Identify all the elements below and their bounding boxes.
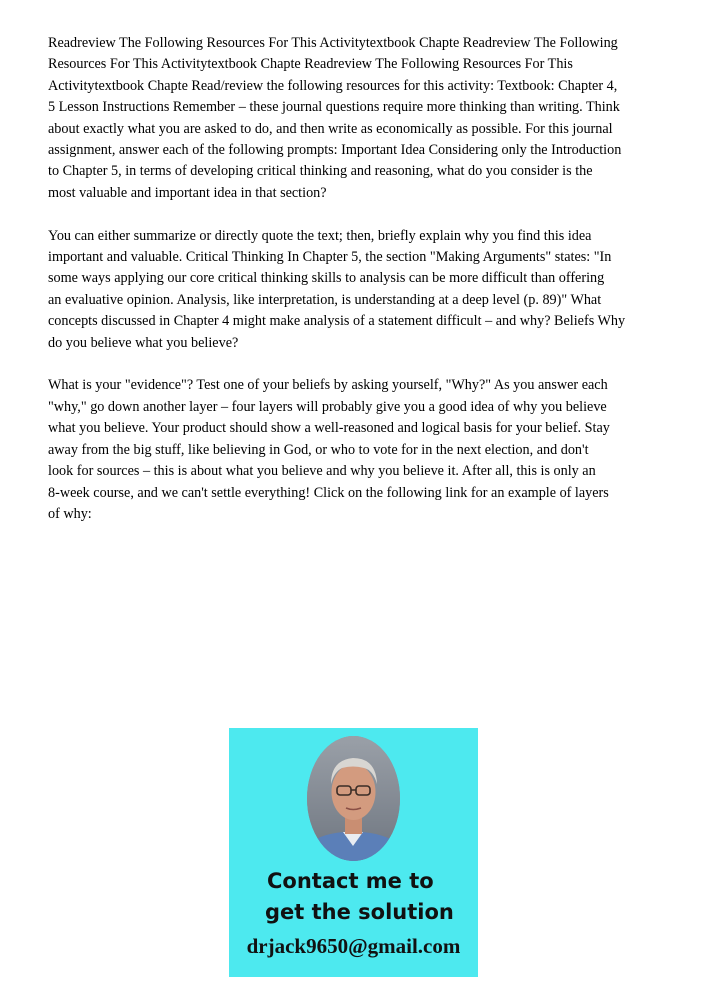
contact-advert-image[interactable] <box>229 728 478 977</box>
contact-line-2: get the solution <box>265 900 454 924</box>
paragraph-3: What is your "evidence"? Test one of your beliefs by asking yourself, "Why?" As you answer each "why," go down another layer – four layers will probably give you a good idea of why you believe what you believe. Your product should show a well-reasoned and logical basis for your belief. Stay away from the big stuff, like believing in God, or who to vote for in the next election, and don't look for sources – this is about what you believe and why you believe it. After all, this is only an 8-week course, and we can't settle everything! Click on the following link for an example of layers of why: <box>48 377 610 522</box>
contact-line-1: Contact me to <box>267 869 434 893</box>
paragraph-2: You can either summarize or directly quote the text; then, briefly explain why you find this idea important and valuable. Critical Thinking In Chapter 5, the section "Making Arguments" states: "In some ways applying our core critical thinking skills to analysis can be more difficult than offering an evaluative opinion. Analysis, like interpretation, is understanding at a deep level (p. 89)" What concepts discussed in Chapter 4 might make analysis of a statement difficult – and why? Beliefs Why do you believe what you believe? <box>48 227 626 351</box>
contact-email: drjack9650@gmail.com <box>246 934 461 958</box>
person-portrait-icon <box>307 736 400 861</box>
document-body <box>48 33 634 525</box>
paragraph-1: Readreview The Following Resources For This Activitytextbook Chapte Readreview The Following Resources For This Activitytextbook Chapte Readreview The Following Resources For This Activitytextbook Chapte Read/review the following resources for this activity: Textbook: Chapter 4, 5 Lesson Instructions Remember – these journal questions require more thinking than writing. Think about exactly what you are asked to do, and then write as economically as possible. For this journal assignment, answer each of the following prompts: Important Idea Considering only the Introduction to Chapter 5, in terms of developing critical thinking and reasoning, what do you consider is the most valuable and important idea in that section? <box>48 35 622 201</box>
